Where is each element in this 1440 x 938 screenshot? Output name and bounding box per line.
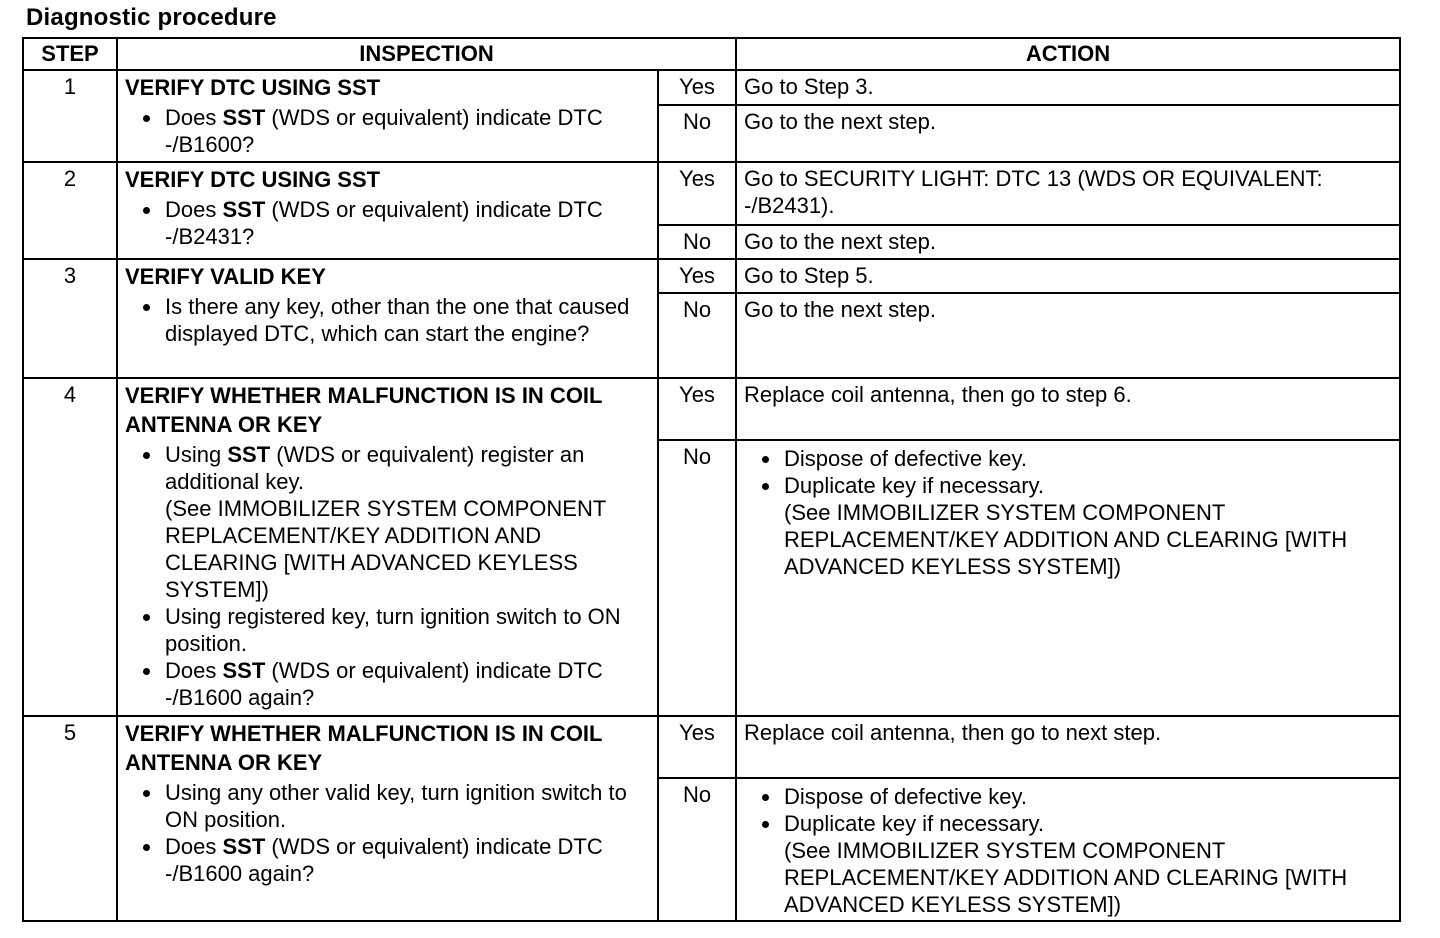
step-number: 5 — [23, 716, 117, 921]
yes-action: Go to Step 5. — [736, 259, 1400, 293]
inspection-title: VERIFY VALID KEY — [125, 264, 326, 289]
action-item: • Dispose of defective key. — [782, 783, 1392, 810]
inspection-item: • Does SST (WDS or equivalent) indicate DTC -/B1600 again? — [163, 833, 650, 887]
yes-label: Yes — [658, 716, 736, 778]
step-number: 1 — [23, 70, 117, 162]
inspection-cell — [117, 378, 658, 716]
no-label: No — [658, 778, 736, 921]
header-action: ACTION — [736, 38, 1400, 70]
inspection-item: • Using SST (WDS or equivalent) register an additional key. (See IMMOBILIZER SYSTEM COMPONENT REPLACEMENT/KEY ADDITION AND CLEARING [WITH ADVANCED KEYLESS SYSTEM]) — [163, 441, 650, 603]
step-5-yes-row — [23, 716, 1400, 778]
inspection-list — [125, 104, 650, 158]
inspection-cell — [117, 259, 658, 378]
action-list — [744, 445, 1392, 580]
inspection-title: VERIFY WHETHER MALFUNCTION IS IN COIL ANTENNA OR KEY — [125, 383, 603, 437]
action-item: • Dispose of defective key. — [782, 445, 1392, 472]
inspection-title: VERIFY DTC USING SST — [125, 167, 381, 192]
inspection-cell — [117, 162, 658, 259]
header-row — [23, 38, 1400, 70]
inspection-item: • Using registered key, turn ignition switch to ON position. — [163, 603, 650, 657]
diagnostic-table — [22, 37, 1401, 922]
reference-note: (See IMMOBILIZER SYSTEM COMPONENT REPLACEMENT/KEY ADDITION AND CLEARING [WITH ADVANCED KEYLESS SYSTEM]) — [784, 838, 1348, 917]
step-3-yes-row — [23, 259, 1400, 293]
action-item: • Duplicate key if necessary. (See IMMOBILIZER SYSTEM COMPONENT REPLACEMENT/KEY ADDITION AND CLEARING [WITH ADVANCED KEYLESS SYSTEM]) — [782, 472, 1392, 580]
header-step: STEP — [23, 38, 117, 70]
yes-label: Yes — [658, 378, 736, 440]
no-action: Go to the next step. — [736, 105, 1400, 162]
no-label: No — [658, 225, 736, 259]
no-action — [736, 440, 1400, 716]
reference-note: (See IMMOBILIZER SYSTEM COMPONENT REPLACEMENT/KEY ADDITION AND CLEARING [WITH ADVANCED KEYLESS SYSTEM]) — [784, 500, 1348, 579]
inspection-item: • Does SST (WDS or equivalent) indicate DTC -/B1600 again? — [163, 657, 650, 711]
header-inspection: INSPECTION — [117, 38, 736, 70]
yes-action: Go to Step 3. — [736, 70, 1400, 105]
inspection-item: • Does SST (WDS or equivalent) indicate DTC -/B1600? — [163, 104, 650, 158]
inspection-item: • Is there any key, other than the one that caused displayed DTC, which can start the engine? — [163, 293, 650, 347]
inspection-cell — [117, 70, 658, 162]
yes-label: Yes — [658, 259, 736, 293]
step-number: 2 — [23, 162, 117, 259]
step-4-yes-row — [23, 378, 1400, 440]
yes-label: Yes — [658, 70, 736, 105]
inspection-cell — [117, 716, 658, 921]
inspection-list — [125, 441, 650, 711]
action-item: • Duplicate key if necessary. (See IMMOBILIZER SYSTEM COMPONENT REPLACEMENT/KEY ADDITION AND CLEARING [WITH ADVANCED KEYLESS SYSTEM]) — [782, 810, 1392, 918]
no-label: No — [658, 293, 736, 378]
step-number: 4 — [23, 378, 117, 716]
no-label: No — [658, 440, 736, 716]
no-action — [736, 778, 1400, 921]
yes-action: Go to SECURITY LIGHT: DTC 13 (WDS OR EQUIVALENT: -/B2431). — [736, 162, 1400, 225]
inspection-list — [125, 779, 650, 887]
inspection-title: VERIFY DTC USING SST — [125, 75, 381, 100]
step-1-yes-row — [23, 70, 1400, 105]
yes-action: Replace coil antenna, then go to next step. — [736, 716, 1400, 778]
no-label: No — [658, 105, 736, 162]
inspection-item: • Using any other valid key, turn ignition switch to ON position. — [163, 779, 650, 833]
yes-action: Replace coil antenna, then go to step 6. — [736, 378, 1400, 440]
inspection-title: VERIFY WHETHER MALFUNCTION IS IN COIL ANTENNA OR KEY — [125, 721, 603, 775]
no-action: Go to the next step. — [736, 225, 1400, 259]
no-action: Go to the next step. — [736, 293, 1400, 378]
action-list — [744, 783, 1392, 918]
page-title: Diagnostic procedure — [26, 4, 277, 31]
step-number: 3 — [23, 259, 117, 378]
reference-note: (See IMMOBILIZER SYSTEM COMPONENT REPLACEMENT/KEY ADDITION AND CLEARING [WITH ADVANCED KEYLESS SYSTEM]) — [165, 496, 606, 602]
inspection-list — [125, 196, 650, 250]
inspection-item: • Does SST (WDS or equivalent) indicate DTC -/B2431? — [163, 196, 650, 250]
yes-label: Yes — [658, 162, 736, 225]
inspection-list — [125, 293, 650, 347]
step-2-yes-row — [23, 162, 1400, 225]
